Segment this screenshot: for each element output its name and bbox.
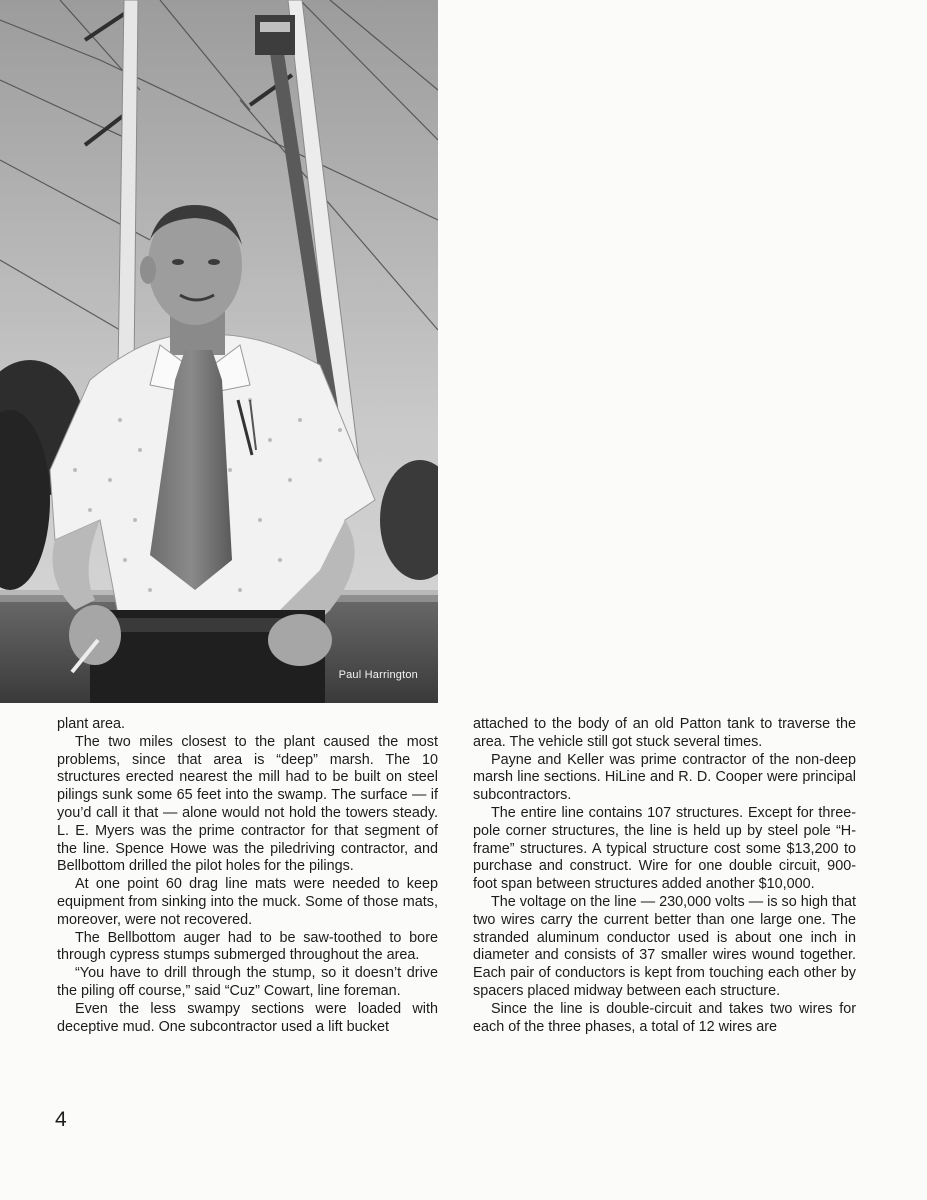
left-column — [57, 716, 438, 1036]
paragraph: Since the line is double-circuit and takes two wires for each of the three phases, a total of 12 wires are — [473, 1000, 856, 1035]
right-column — [473, 716, 856, 1036]
paragraph: Payne and Keller was prime contractor of the non-deep marsh line sections. HiLine and R. D. Cooper were principal subcontractors. — [473, 751, 856, 804]
photo-credit: Paul Harrington — [338, 669, 418, 681]
photo — [0, 0, 438, 703]
paragraph: plant area. — [57, 716, 126, 732]
paragraph: attached to the body of an old Patton tank to traverse the area. The vehicle still got stuck several times. — [473, 716, 856, 750]
paragraph: The entire line contains 107 structures. Except for three-pole corner structures, the line is held up by steel pole “H-frame” structures. A typical structure cost some $13,200 to purchase and construct. Wire for one double circuit, 900-foot span between structures added another $10,000. — [473, 804, 856, 893]
paragraph: Even the less swampy sections were loaded with deceptive mud. One subcontractor used a lift bucket — [57, 1000, 438, 1035]
paragraph: The Bellbottom auger had to be saw-toothed to bore through cypress stumps submerged throughout the area. — [57, 929, 438, 964]
paragraph: “You have to drill through the stump, so it doesn’t drive the piling off course,” said “Cuz” Cowart, line foreman. — [57, 965, 438, 999]
paragraph: The voltage on the line — 230,000 volts — is so high that two wires carry the current better than one large one. The stranded aluminum conductor used is about one inch in diameter and consists of 37 smaller wires wound together. Each pair of conductors is kept from touching each other by spacers placed midway between each structure. — [473, 893, 856, 999]
paragraph: The two miles closest to the plant caused the most problems, since that area is “deep” marsh. The 10 structures erected nearest the mill had to be built on steel pilings sunk some 65 feet into the swamp. The surface — if you’d call it that — alone would not hold the towers steady. L. E. Myers was the prime contractor for that segment of the line. Spence Howe was the piledriving contractor, and Bellbottom drilled the pilot holes for the pilings. — [57, 733, 438, 875]
page-number: 4 — [55, 1108, 67, 1131]
paragraph: At one point 60 drag line mats were needed to keep equipment from sinking into the muck. Some of those mats, moreover, were not recovered. — [57, 876, 438, 928]
show-through-text — [437, 170, 927, 590]
portrait-photo — [0, 0, 438, 703]
